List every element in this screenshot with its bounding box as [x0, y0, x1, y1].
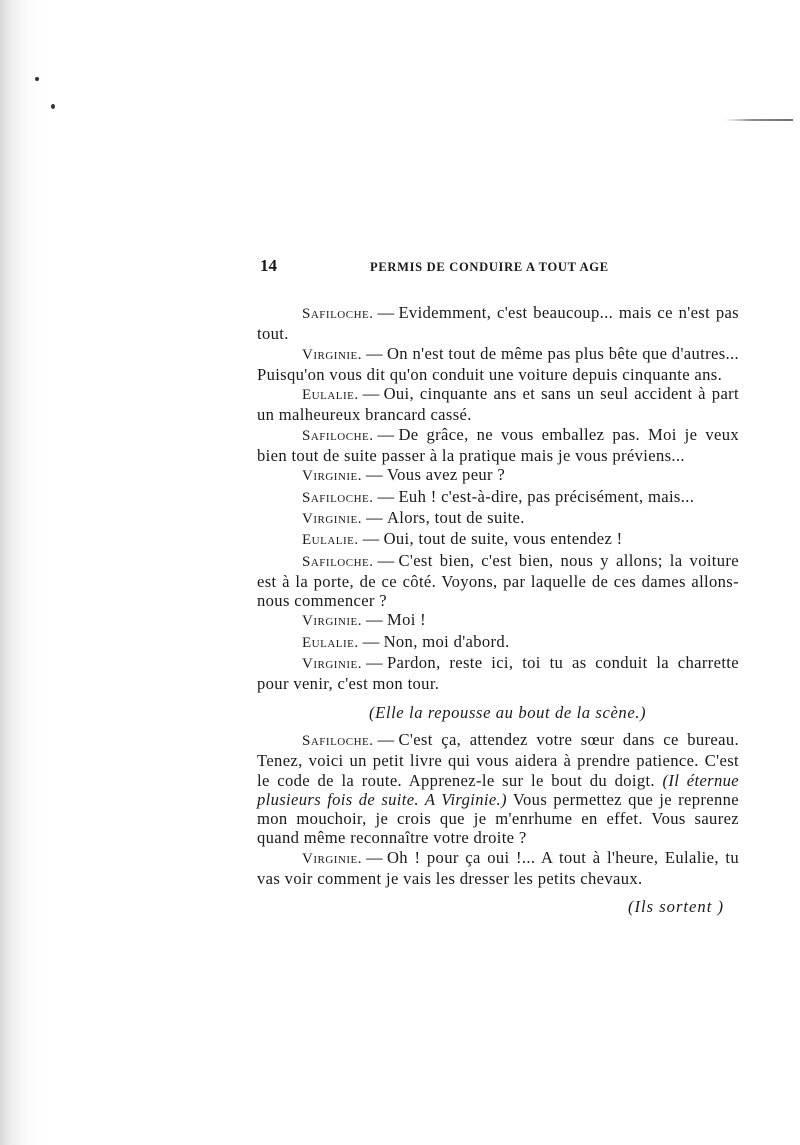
line-text: Moi !: [386, 610, 427, 630]
stage-direction: (Elle la repousse au bout de la scène.): [369, 702, 647, 722]
speaker-name: Safiloche.: [302, 553, 374, 570]
speaker-name: Eulalie.: [302, 532, 359, 549]
dialogue-line: Safiloche. — Euh ! c'est-à-dire, pas précisément, mais...: [302, 486, 695, 506]
running-title: PERMIS DE CONDUIRE A TOUT AGE: [370, 260, 609, 274]
speaker-name: Virginie.: [302, 510, 363, 527]
page-number: 14: [260, 256, 277, 275]
dialogue-line: Safiloche. — C'est ça, attendez votre sœur dans ce bureau. Tenez, voici un petit livre qui vous aidera à prendre patience. C'est le code de la route. Apprenez-le sur le bout du doigt. (Il éternue plusieurs fois de suite. A Virginie.) Vous permettez que je reprenne mon mouchoir, je crois que je m'enrhume en effet. Vous saurez quand même reconnaître votre droite ?: [257, 729, 740, 848]
speaker-name: Eulalie.: [302, 634, 359, 651]
stage-direction-exit: (Ils sortent ): [627, 897, 724, 917]
speaker-name: Virginie.: [302, 346, 363, 363]
line-text: C'est bien, c'est bien, nous y allons; la voiture est à la porte, de ce côté. Voyons, par laquelle de ces dames allons-nous commencer ?: [257, 550, 739, 611]
dialogue-line: Virginie. — Moi !: [302, 610, 427, 630]
speaker-name: Safiloche.: [302, 427, 374, 444]
line-text: Vous permettez que je reprenne mon mouchoir, je crois que je m'enrhume en effet. Vous saurez quand même reconnaître votre droite ?: [257, 789, 739, 848]
line-text: Euh ! c'est-à-dire, pas précisément, mais...: [398, 486, 695, 506]
running-head: [257, 256, 739, 282]
line-text: Pardon, reste ici, toi tu as conduit la charrette pour venir, c'est mon tour.: [257, 653, 739, 694]
line-text: On n'est tout de même pas plus bête que d'autres... Puisqu'on vous dit qu'on conduit une voiture depuis cinquante ans.: [257, 343, 739, 384]
book-page: [257, 256, 739, 933]
line-text: Evidemment, c'est beaucoup... mais ce n'est pas tout.: [257, 303, 739, 344]
dialogue-line: Virginie. — Alors, tout de suite.: [302, 507, 525, 527]
speaker-name: Virginie.: [302, 613, 363, 630]
dialogue-line: Virginie. — Vous avez peur ?: [302, 465, 506, 485]
dialogue-line: Eulalie. — Oui, cinquante ans et sans un seul accident à part un malheureux brancard cassé.: [257, 384, 739, 425]
speaker-name: Safiloche.: [302, 489, 374, 506]
dialogue-line: Safiloche. — Evidemment, c'est beaucoup... mais ce n'est pas tout.: [257, 303, 739, 344]
dialogue-line: Safiloche. — C'est bien, c'est bien, nous y allons; la voiture est à la porte, de ce côté. Voyons, par laquelle de ces dames allons-nous commencer ?: [257, 550, 739, 611]
line-text: Oh ! pour ça oui !... A tout à l'heure, Eulalie, tu vas voir comment je vais les dresser les petits chevaux.: [257, 847, 739, 889]
scan-speck: [35, 77, 39, 81]
speaker-name: Safiloche.: [302, 306, 374, 322]
speaker-name: Safiloche.: [302, 732, 374, 749]
speaker-name: Virginie.: [302, 850, 363, 867]
inline-stage-direction: (Il éternue plusieurs fois de suite. A Virginie.): [257, 770, 740, 809]
speaker-name: Virginie.: [302, 656, 363, 673]
speaker-name: Eulalie.: [302, 387, 359, 404]
dialogue-line: Virginie. — On n'est tout de même pas plus bête que d'autres... Puisqu'on vous dit qu'on conduit une voiture depuis cinquante ans.: [257, 343, 739, 384]
dialogue-line: Virginie. — Oh ! pour ça oui !... A tout à l'heure, Eulalie, tu vas voir comment je vais les dresser les petits chevaux.: [257, 847, 739, 889]
line-text: Non, moi d'abord.: [383, 631, 510, 651]
dialogue-line: Eulalie. — Oui, tout de suite, vous entendez !: [302, 529, 623, 549]
dialogue-line: Safiloche. — De grâce, ne vous emballez pas. Moi je veux bien tout de suite passer à la pratique mais je vous préviens...: [257, 424, 739, 466]
scan-scratch-mark: [725, 119, 793, 121]
line-text: De grâce, ne vous emballez pas. Moi je veux bien tout de suite passer à la pratique mais je vous préviens...: [257, 424, 739, 466]
scan-speck: [51, 104, 55, 109]
dialogue-line: Eulalie. — Non, moi d'abord.: [302, 631, 510, 651]
line-text: Oui, cinquante ans et sans un seul accident à part un malheureux brancard cassé.: [257, 384, 739, 425]
play-text: [257, 303, 739, 917]
line-text: C'est ça, attendez votre sœur dans ce bureau. Tenez, voici un petit livre qui vous aidera à prendre patience. C'est le code de la route. Apprenez-le sur le bout du doigt.: [257, 729, 739, 790]
dialogue-line: Virginie. — Pardon, reste ici, toi tu as conduit la charrette pour venir, c'est mon tour.: [257, 653, 739, 694]
line-text: Alors, tout de suite.: [386, 507, 525, 527]
line-text: Oui, tout de suite, vous entendez !: [383, 529, 623, 549]
line-text: Vous avez peur ?: [386, 465, 506, 485]
speaker-name: Virginie.: [302, 468, 363, 485]
